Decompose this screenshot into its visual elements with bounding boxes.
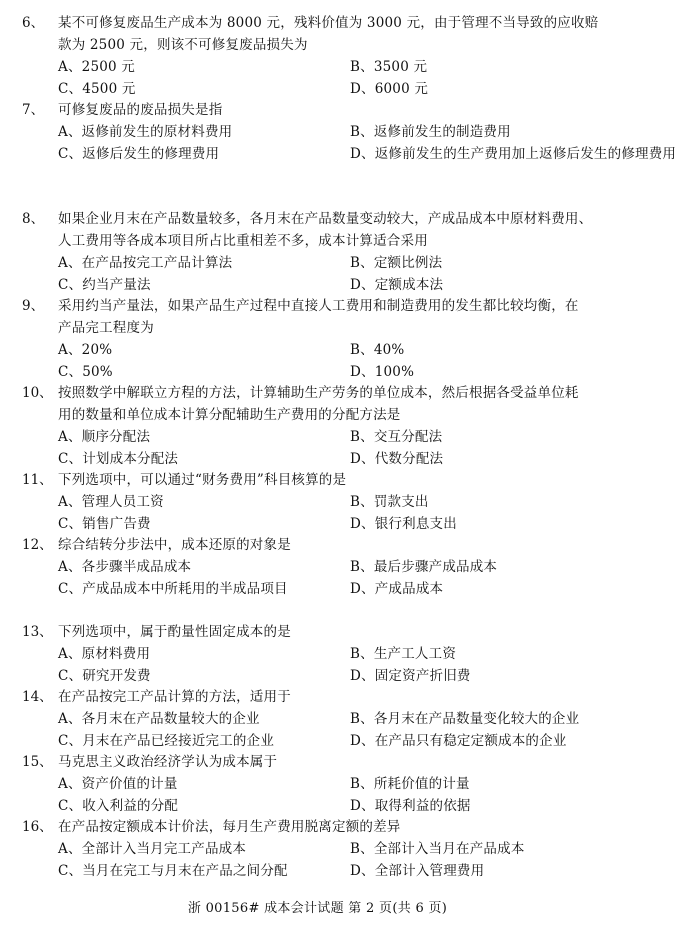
option-b: B、40% bbox=[350, 342, 405, 358]
question-stem: 在产品按定额成本计价法，每月生产费用脱离定额的差异 bbox=[58, 819, 401, 835]
question-number: 15、 bbox=[22, 754, 53, 770]
option-c: C、约当产量法 bbox=[58, 277, 151, 293]
option-d: D、100% bbox=[350, 364, 415, 380]
question-stem: 采用约当产量法，如果产品生产过程中直接人工费用和制造费用的发生都比较均衡，在 bbox=[58, 298, 579, 314]
option-a: A、各月末在产品数量较大的企业 bbox=[58, 711, 260, 727]
option-c: C、研究开发费 bbox=[58, 668, 151, 684]
option-b: B、定额比例法 bbox=[350, 255, 443, 271]
option-a: A、在产品按完工产品计算法 bbox=[58, 255, 233, 271]
question-number: 8、 bbox=[22, 211, 45, 227]
option-b: B、返修前发生的制造费用 bbox=[350, 124, 511, 140]
option-d: D、在产品只有稳定定额成本的企业 bbox=[350, 733, 567, 749]
question-stem: 可修复废品的废品损失是指 bbox=[58, 102, 223, 118]
question-stem: 马克思主义政治经济学认为成本属于 bbox=[58, 754, 278, 770]
option-d: D、固定资产折旧费 bbox=[350, 668, 471, 684]
option-d: D、银行利息支出 bbox=[350, 516, 457, 532]
option-d: D、取得利益的依据 bbox=[350, 798, 471, 814]
option-b: B、生产工人工资 bbox=[350, 646, 457, 662]
question-number: 6、 bbox=[22, 15, 45, 31]
option-d: D、返修前发生的生产费用加上返修后发生的修理费用 bbox=[350, 146, 676, 162]
option-d: D、产成品成本 bbox=[350, 581, 444, 597]
option-a: A、20% bbox=[58, 342, 113, 358]
option-b: B、最后步骤产成品成本 bbox=[350, 559, 498, 575]
question-stem: 下列选项中，可以通过“财务费用”科目核算的是 bbox=[58, 472, 347, 488]
option-b: B、所耗价值的计量 bbox=[350, 776, 470, 792]
question-stem-continued: 产品完工程度为 bbox=[58, 320, 154, 336]
question-number: 16、 bbox=[22, 819, 53, 835]
option-d: D、定额成本法 bbox=[350, 277, 444, 293]
option-b: B、各月末在产品数量变化较大的企业 bbox=[350, 711, 580, 727]
option-d: D、6000 元 bbox=[350, 81, 429, 97]
question-number: 11、 bbox=[22, 472, 53, 488]
option-a: A、各步骤半成品成本 bbox=[58, 559, 192, 575]
option-b: B、交互分配法 bbox=[350, 429, 443, 445]
option-b: B、全部计入当月在产品成本 bbox=[350, 841, 525, 857]
question-stem-continued: 用的数量和单位成本计算分配辅助生产费用的分配方法是 bbox=[58, 407, 401, 423]
option-a: A、全部计入当月完工产品成本 bbox=[58, 841, 247, 857]
option-c: C、销售广告费 bbox=[58, 516, 151, 532]
question-stem: 下列选项中，属于酌量性固定成本的是 bbox=[58, 624, 291, 640]
question-stem: 按照数学中解联立方程的方法，计算辅助生产劳务的单位成本，然后根据各受益单位耗 bbox=[58, 385, 579, 401]
option-d: D、全部计入管理费用 bbox=[350, 863, 485, 879]
option-a: A、原材料费用 bbox=[58, 646, 151, 662]
question-number: 14、 bbox=[22, 689, 53, 705]
question-number: 13、 bbox=[22, 624, 53, 640]
option-a: A、管理人员工资 bbox=[58, 494, 164, 510]
question-number: 9、 bbox=[22, 298, 45, 314]
option-c: C、4500 元 bbox=[58, 81, 136, 97]
option-c: C、产成品成本中所耗用的半成品项目 bbox=[58, 581, 288, 597]
question-stem: 综合结转分步法中，成本还原的对象是 bbox=[58, 537, 291, 553]
option-a: A、返修前发生的原材料费用 bbox=[58, 124, 233, 140]
question-number: 10、 bbox=[22, 385, 53, 401]
option-c: C、返修后发生的修理费用 bbox=[58, 146, 220, 162]
question-number: 12、 bbox=[22, 537, 53, 553]
option-c: C、计划成本分配法 bbox=[58, 451, 179, 467]
option-c: C、月末在产品已经接近完工的企业 bbox=[58, 733, 275, 749]
question-number: 7、 bbox=[22, 102, 45, 118]
page-footer: 浙 00156# 成本会计试题 第 2 页(共 6 页) bbox=[187, 901, 448, 916]
option-b: B、3500 元 bbox=[350, 59, 428, 75]
question-stem: 某不可修复废品生产成本为 8000 元，残料价值为 3000 元，由于管理不当导致的应收赔 bbox=[58, 15, 599, 31]
option-c: C、当月在完工与月末在产品之间分配 bbox=[58, 863, 288, 879]
option-b: B、罚款支出 bbox=[350, 494, 429, 510]
option-a: A、顺序分配法 bbox=[58, 429, 151, 445]
option-d: D、代数分配法 bbox=[350, 451, 444, 467]
question-stem: 在产品按完工产品计算的方法，适用于 bbox=[58, 689, 291, 705]
question-stem: 如果企业月末在产品数量较多，各月末在产品数量变动较大，产成品成本中原材料费用、 bbox=[58, 211, 593, 227]
option-a: A、资产价值的计量 bbox=[58, 776, 178, 792]
option-c: C、收入利益的分配 bbox=[58, 798, 179, 814]
question-stem-continued: 人工费用等各成本项目所占比重相差不多，成本计算适合采用 bbox=[58, 233, 428, 249]
option-c: C、50% bbox=[58, 364, 113, 380]
option-a: A、2500 元 bbox=[58, 59, 135, 75]
question-stem-continued: 款为 2500 元，则该不可修复废品损失为 bbox=[58, 37, 308, 53]
